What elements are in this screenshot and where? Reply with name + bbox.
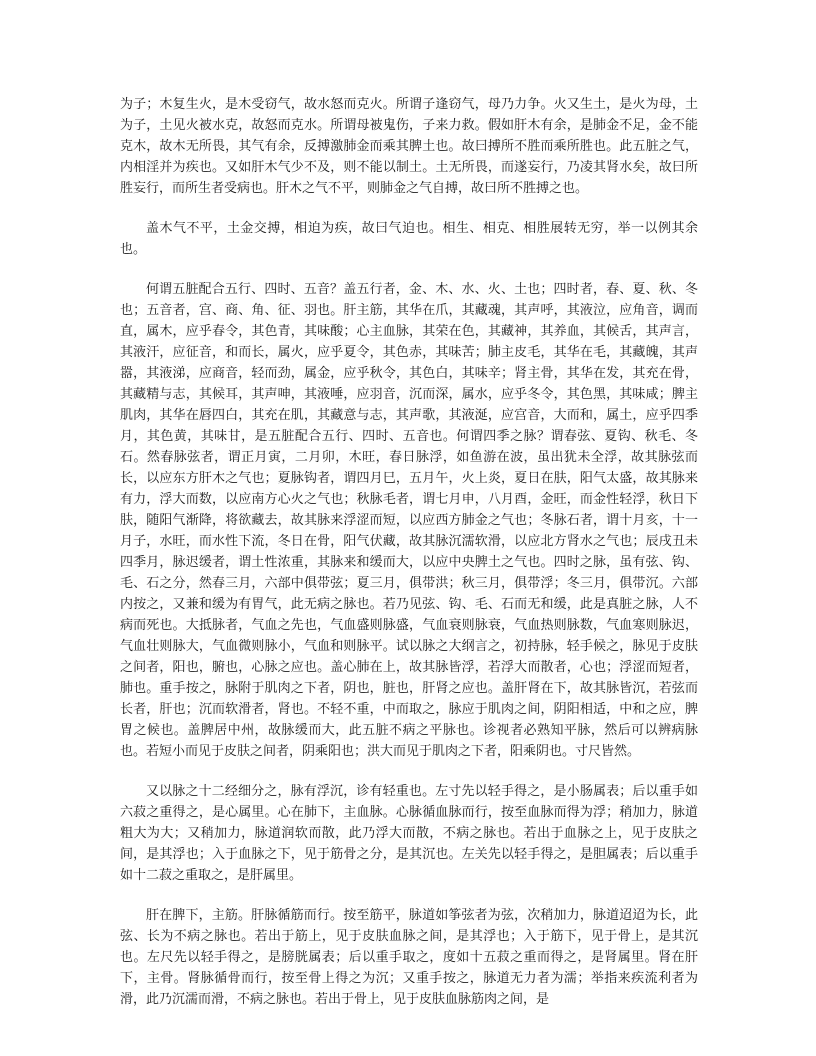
paragraph: 何谓五脏配合五行、四时、五音？盖五行者，金、木、水、火、土也；四时者，春、夏、秋、冬也；五音者，宫、商、角、征、羽也。肝主筋，其华在爪，其藏魂，其声呼，其液泣，应角音，调而直，属木，应乎春令，其色青，其味酸；心主血脉，其荣在色，其藏神，其养血，其候舌，其声言，其液汗，应征音，和而长，属火，应乎夏令，其色赤，其味苦；肺主皮毛，其华在毛，其藏魄，其声嚣，其液涕，应商音，轻而劲，属金，应乎秋令，其色白，其味辛；肾主骨，其华在发，其充在骨，其藏精与志，其候耳，其声呻，其液唾，应羽音，沉而深，属水，应乎冬令，其色黑，其味咸；脾主肌肉，其华在唇四白，其充在肌，其藏意与志，其声歌，其液涎，应宫音，大而和，属土，应乎四季月，其色黄，其味甘，是五脏配合五行、四时、五音也。何谓四季之脉？谓春弦、夏钩、秋毛、冬石。然春脉弦者，谓正月寅，二月卯，木旺，春日脉浮，如鱼游在波，虽出犹未全浮，故其脉弦而长，以应东方肝木之气也；夏脉钩者，谓四月巳，五月午，火上炎，夏日在肤，阳气太盛，故其脉来有力，浮大而数，以应南方心火之气也；秋脉毛者，谓七月申，八月酉，金旺，而金性轻浮，秋日下肤，随阳气渐降，将欲藏去，故其脉来浮涩而短，以应西方肺金之气也；冬脉石者，谓十月亥，十一月子，水旺，而水性下流，冬日在骨，阳气伏藏，故其脉沉濡软滑，以应北方肾水之气也；辰戌丑未四季月，脉迟缓者，谓土性浓重，其脉来和缓而大，以应中央脾土之气也。四时之脉，虽有弦、钩、毛、石之分，然春三月，六部中俱带弦；夏三月，俱带洪；秋三月，俱带浮；冬三月，俱带沉。六部内按之，又兼和缓为有胃气，此无病之脉也。若乃见弦、钩、毛、石而无和缓，此是真脏之脉，人不病而死也。大抵脉者，气血之先也，气血盛则脉盛，气血衰则脉衰，气血热则脉数，气血寒则脉迟，气血壮则脉大，气血微则脉小，气血和则脉平。试以脉之大纲言之，初持脉，轻手候之，脉见于皮肤之间者，阳也，腑也，心脉之应也。盖心肺在上，故其脉皆浮，若浮大而散者，心也；浮涩而短者，肺也。重手按之，脉附于肌肉之下者，阴也，脏也，肝肾之应也。盖肝肾在下，故其脉皆沉，若弦而长者，肝也；沉而软滑者，肾也。不轻不重，中而取之，脉应于肌肉之间，阴阳相适，中和之应，脾胃之候也。盖脾居中州，故脉缓而大，此五脏不病之平脉也。诊视者必熟知平脉，然后可以辨病脉也。若短小而见于皮肤之间者，阴乘阳也；洪大而见于肌肉之下者，阳乘阴也。寸尺皆然。 xyxy=(120,282,698,759)
document-page xyxy=(120,94,698,1029)
paragraph-continuation: 为子；木复生火，是木受窃气，故水怒而克火。所谓子逢窃气，母乃力争。火又生土，是火为母，土为子，土见火被水克，故怒而克水。所谓母被鬼伤，子来力救。假如肝木有余，是肺金不足，金不能克木，故木无所畏，其气有余，反搏激肺金而乘其脾土也。故曰搏所不胜而乘所胜也。此五脏之气，内相淫并为疾也。又如肝木气少不及，则不能以制土。土无所畏，而遂妄行，乃凌其肾水矣，故曰所胜妄行，而所生者受病也。肝木之气不平，则肺金之气自搏，故曰所不胜搏之也。 xyxy=(120,97,698,196)
paragraph: 盖木气不平，土金交搏，相迫为疾，故曰气迫也。相生、相克、相胜展转无穷，举一以例其余也。 xyxy=(120,221,698,257)
paragraph: 肝在脾下，主筋。肝脉循筋而行。按至筋平，脉道如筝弦者为弦，次稍加力，脉道迢迢为长，此弦、长为不病之脉也。若出于筋上，见于皮肤血脉之间，是其浮也；入于筋下，见于骨上，是其沉也。左尺先以轻手得之，是膀胱属表；后以重手取之，度如十五菽之重而得之，是肾属里。肾在肝下，主骨。肾脉循骨而行，按至骨上得之为沉；又重手按之，脉道无力者为濡；举指来疾流利者为滑，此乃沉濡而滑，不病之脉也。若出于骨上，见于皮肤血脉筋肉之间，是 xyxy=(120,908,698,1007)
paragraph: 又以脉之十二经细分之，脉有浮沉，诊有轻重也。左寸先以轻手得之，是小肠属表；后以重手如六菽之重得之，是心属里。心在肺下，主血脉。心脉循血脉而行，按至血脉而得为浮；稍加力，脉道粗大为大；又稍加力，脉道润软而散，此乃浮大而散，不病之脉也。若出于血脉之上，见于皮肤之间，是其浮也；入于血脉之下，见于筋骨之分，是其沉也。左关先以轻手得之，是胆属表；后以重手如十二菽之重取之，是肝属里。 xyxy=(120,784,698,883)
